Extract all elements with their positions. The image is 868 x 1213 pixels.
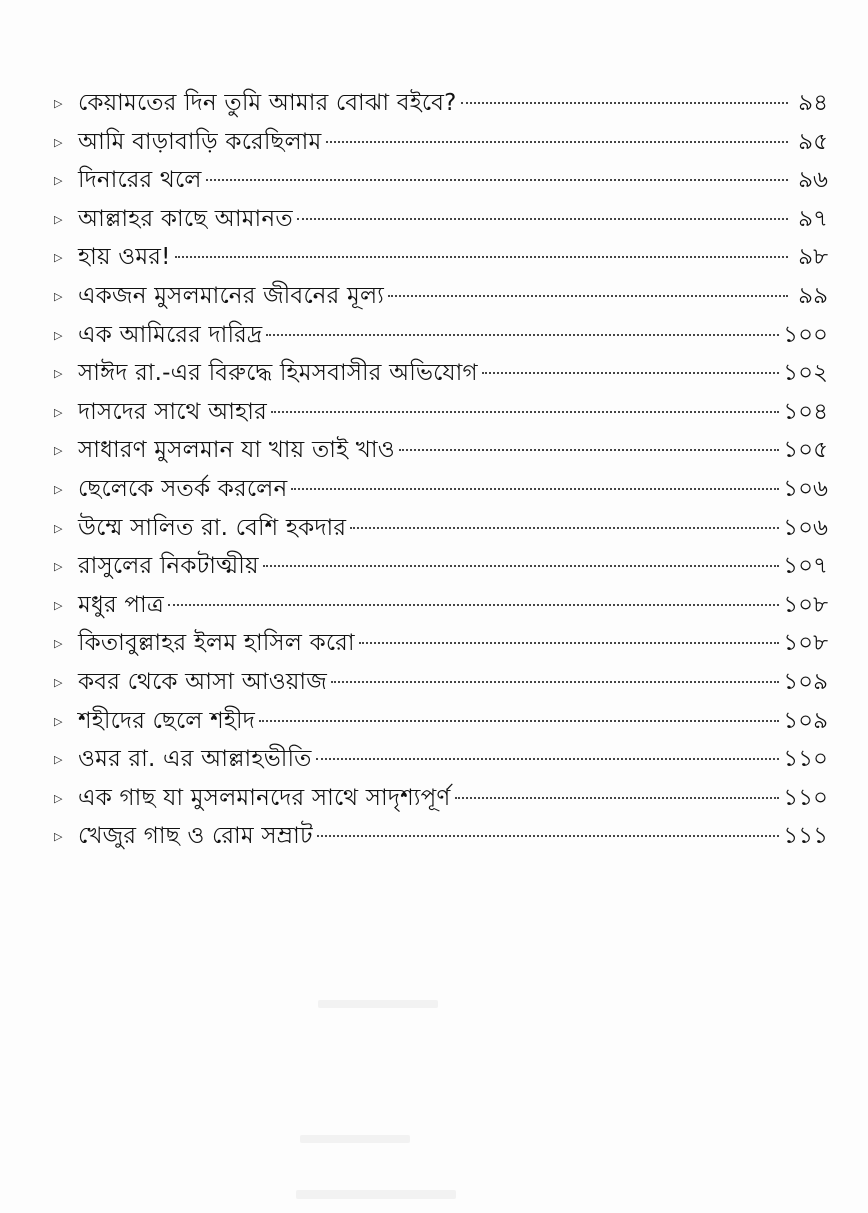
toc-entry-title: কবর থেকে আসা আওয়াজ (78, 668, 328, 695)
toc-entry (54, 624, 828, 663)
toc-entry-title: হায় ওমর! (78, 244, 171, 271)
toc-entry (54, 393, 828, 432)
dot-leader (297, 218, 788, 220)
toc-entry-title: একজন মুসলমানের জীবনের মূল্য (78, 282, 384, 309)
dot-leader (316, 758, 780, 760)
dot-leader (326, 141, 788, 143)
toc-entry-page: ৯৬ (798, 167, 828, 194)
triangle-bullet-icon: ▷ (54, 714, 63, 728)
table-of-contents (54, 84, 828, 856)
toc-entry-page: ১০২ (783, 360, 828, 387)
triangle-bullet-icon: ▷ (54, 174, 63, 188)
toc-entry-page: ১০৬ (783, 475, 828, 502)
toc-entry-page: ১০৮ (783, 630, 828, 657)
triangle-bullet-icon: ▷ (54, 637, 63, 651)
toc-entry-page: ১০৯ (783, 707, 828, 734)
toc-entry-title: সাধারণ মুসলমান যা খায় তাই খাও (78, 437, 395, 464)
triangle-bullet-icon: ▷ (54, 444, 63, 458)
triangle-bullet-icon: ▷ (54, 367, 63, 381)
triangle-bullet-icon: ▷ (54, 405, 63, 419)
toc-entry (54, 470, 828, 509)
toc-entry (54, 586, 828, 625)
triangle-bullet-icon: ▷ (54, 289, 63, 303)
toc-entry-page: ১১০ (783, 746, 828, 773)
toc-entry-page: ৯৫ (798, 128, 828, 155)
toc-entry-page: ৯৯ (798, 282, 828, 309)
show-through-mark (300, 1135, 410, 1143)
toc-entry (54, 431, 828, 470)
toc-entry (54, 817, 828, 856)
dot-leader (482, 372, 779, 374)
triangle-bullet-icon: ▷ (54, 212, 63, 226)
triangle-bullet-icon: ▷ (54, 135, 63, 149)
toc-entry-title: কেয়ামতের দিন তুমি আমার বোঝা বইবে? (78, 90, 457, 116)
toc-entry-page: ৯৭ (798, 205, 828, 232)
toc-entry-title: ছেলেকে সতর্ক করলেন (78, 475, 288, 502)
triangle-bullet-icon: ▷ (54, 251, 63, 265)
triangle-bullet-icon: ▷ (54, 328, 63, 342)
dot-leader (331, 681, 779, 683)
toc-entry (54, 277, 828, 316)
dot-leader (263, 565, 779, 567)
toc-entry-page: ১০৬ (783, 514, 828, 541)
toc-entry (54, 779, 828, 818)
toc-entry (54, 547, 828, 586)
toc-entry (54, 200, 828, 239)
dot-leader (461, 102, 788, 104)
toc-entry-title: দাসদের সাথে আহার (78, 398, 267, 425)
toc-entry-title: রাসুলের নিকটাত্মীয় (78, 553, 259, 580)
toc-entry-title: এক আমিরের দারিদ্র (78, 321, 263, 348)
toc-entry-page: ১০৫ (783, 437, 828, 464)
toc-entry-title: খেজুর গাছ ও রোম সম্রাট (78, 823, 313, 850)
triangle-bullet-icon: ▷ (54, 521, 63, 535)
triangle-bullet-icon: ▷ (54, 482, 63, 496)
triangle-bullet-icon: ▷ (54, 97, 63, 110)
toc-entry-title: আমি বাড়াবাড়ি করেছিলাম (78, 128, 322, 155)
dot-leader (175, 256, 788, 258)
toc-entry-title: আল্লাহর কাছে আমানত (78, 205, 293, 232)
toc-entry-title: দিনারের থলে (78, 167, 202, 194)
toc-entry-title: মধুর পাত্র (78, 591, 165, 618)
show-through-mark (318, 1000, 438, 1008)
toc-entry (54, 509, 828, 548)
toc-entry-page: ১০৮ (783, 591, 828, 618)
toc-entry-title: এক গাছ যা মুসলমানদের সাথে সাদৃশ্যপূর্ণ (78, 784, 451, 811)
dot-leader (455, 797, 780, 799)
dot-leader (359, 642, 780, 644)
toc-entry-title: শহীদের ছেলে শহীদ (78, 707, 256, 734)
toc-entry-page: ১১১ (783, 823, 828, 850)
dot-leader (291, 488, 779, 490)
toc-entry-page: ১০০ (783, 321, 828, 348)
toc-entry-page: ১০৯ (783, 668, 828, 695)
toc-entry (54, 84, 828, 123)
dot-leader (399, 449, 779, 451)
toc-entry (54, 740, 828, 779)
toc-entry-title: সাঈদ রা.-এর বিরুদ্ধে হিমসবাসীর অভিযোগ (78, 360, 478, 387)
triangle-bullet-icon: ▷ (54, 675, 63, 689)
toc-entry-title: কিতাবুল্লাহর ইলম হাসিল করো (78, 630, 355, 657)
dot-leader (259, 720, 779, 722)
toc-entry-title: উম্মে সালিত রা. বেশি হকদার (78, 514, 347, 541)
dot-leader (271, 411, 779, 413)
dot-leader (266, 334, 779, 336)
dot-leader (206, 179, 788, 181)
toc-entry-page: ৯৪ (798, 90, 828, 116)
toc-entry-page: ১০৭ (783, 553, 828, 580)
dot-leader (168, 604, 779, 606)
toc-entry (54, 238, 828, 277)
toc-entry (54, 354, 828, 393)
triangle-bullet-icon: ▷ (54, 598, 63, 612)
toc-entry (54, 123, 828, 162)
toc-entry (54, 702, 828, 741)
triangle-bullet-icon: ▷ (54, 791, 63, 805)
toc-entry-page: ১১০ (783, 784, 828, 811)
dot-leader (388, 295, 788, 297)
toc-entry-page: ১০৪ (783, 398, 828, 425)
triangle-bullet-icon: ▷ (54, 753, 63, 767)
dot-leader (317, 835, 779, 837)
toc-entry-page: ৯৮ (798, 244, 828, 271)
triangle-bullet-icon: ▷ (54, 830, 63, 844)
toc-entry (54, 316, 828, 355)
toc-entry-title: ওমর রা. এর আল্লাহভীতি (78, 746, 312, 773)
show-through-mark (296, 1190, 456, 1199)
toc-entry (54, 161, 828, 200)
toc-entry (54, 663, 828, 702)
triangle-bullet-icon: ▷ (54, 560, 63, 574)
dot-leader (350, 527, 779, 529)
